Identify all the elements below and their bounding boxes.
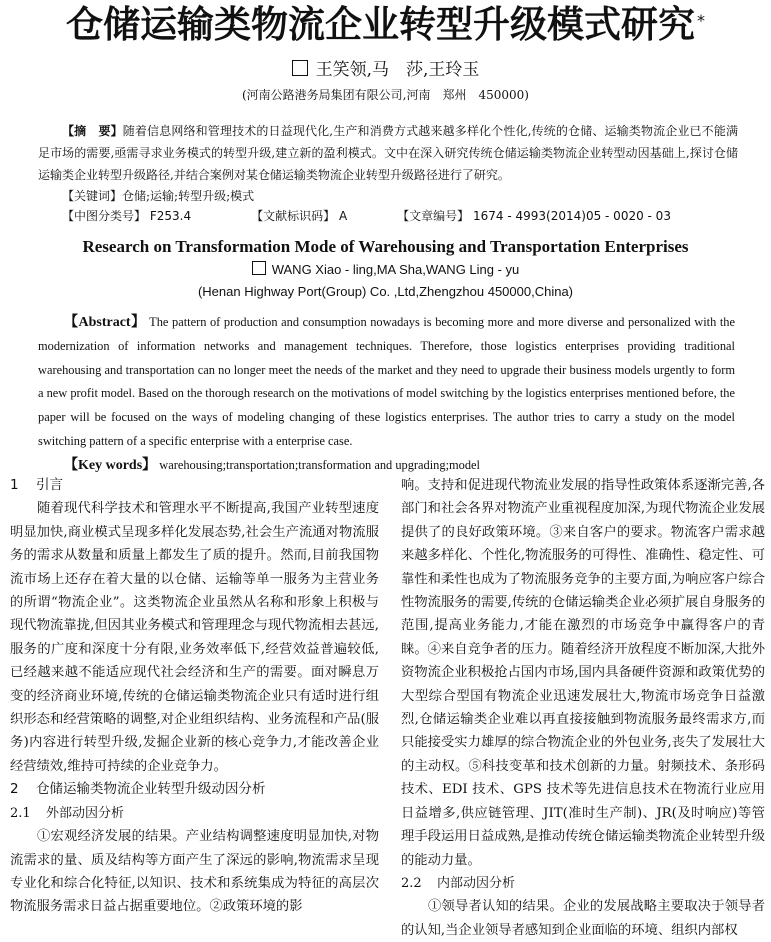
subsection-number: 2.1 bbox=[10, 805, 31, 821]
keywords-en-label: 【Key words】 bbox=[64, 458, 157, 473]
abstract-cn bbox=[38, 121, 738, 186]
authors-cn-text: 王笑领,马 莎,王玲玉 bbox=[315, 60, 480, 80]
clc-value: F253.4 bbox=[149, 209, 192, 223]
abstract-en-text: The pattern of production and consumption nowadays is becoming more and more diverse and personalized with the modernization of information networks and management techniques. Therefore, those logistics enterprises providing traditional warehousing and transportation can no longer meet the needs of the market and they need to upgrade their business models urgently to form a new profit model. Based on the thorough research on the motivations of model switching by the logistics enterprises mentioned before, the paper will be focused on the ways of modeling changing of these logistics enterprises. The author tries to carry a study on the model switching pattern of a specific enterprise with a enterprise case. bbox=[38, 315, 735, 448]
square-box-icon bbox=[292, 60, 308, 76]
paragraph-external-factors: ①宏观经济发展的结果。产业结构调整速度明显加快,对物流需求的量、质及结构等方面产生了深远的影响,物流需求呈现专业化和综合化特征,以知识、技术和系统集成为特征的高层次物流服务需求日益占据重要地位。②政策环境的影 bbox=[10, 829, 379, 915]
section-heading-2 bbox=[10, 778, 379, 801]
article-no-value: 1674 - 4993(2014)05 - 0020 - 03 bbox=[473, 209, 671, 223]
subsection-number: 2.2 bbox=[401, 875, 422, 891]
section-number: 1 bbox=[10, 477, 19, 493]
paragraph-external-factors-cont: 响。支持和促进现代物流业发展的指导性政策体系逐渐完善,各部门和社会各界对物流产业重视程度加深,为现代物流企业发展提供了的良好政策环境。③来自客户的要求。物流客户需求越来越多样化、个性化,物流服务的可得性、准确性、稳定性、可靠性和柔性也成为了物流服务竞争的主要方面,为响应客户综合性物流服务的需要,传统的仓储运输类企业必须扩展自身服务的范围,提高业务能力,才能在激烈的市场竞争中赢得客户的青睐。④来自竞争者的压力。随着经济开放程度不断加深,大批外资物流企业积极抢占国内市场,国内具备硬件资源和政策优势的大型综合型国有物流企业迅速发展壮大,物流市场竞争日益激烈,仓储运输类企业难以再直接接触到物流服务最终需求方,而只能接受实力雄厚的综合物流企业的外包业务,丧失了发展壮大的主动权。⑤科技变革和技术创新的力量。射频技术、条形码技术、EDI 技术、GPS 技术等先进信息技术在物流行业应用日益增多,供应链管理、JIT(准时生产制)、JR(及时响应)等管理手段运用日益成熟,是推动传统仓储运输类物流企业转型升级的能动力量。 bbox=[401, 478, 765, 868]
affiliation-en: (Henan Highway Port(Group) Co. ,Ltd,Zhengzhou 450000,China) bbox=[197, 284, 574, 299]
clc-label: 【中图分类号】 bbox=[62, 209, 147, 223]
subsection-heading-2-1 bbox=[10, 802, 379, 825]
paragraph-intro: 随着现代科学技术和管理水平不断提高,我国产业转型速度明显加快,商业模式呈现多样化发展态势,社会生产流通对物流服务的需求从数量和质量上都发生了质的提升。然而,目前我国物流市场上还存在着大量的以仓储、运输等单一服务为主营业务的所谓“物流企业”。这类物流企业虽然从名称和形象上积极与现代物流靠拢,但因其业务模式和管理理念与现代物流相去甚远,服务的广度和深度十分有限,业务效率低下,经营效益普遍较低,已经越来越不能适应现代社会经济和生产的需要。面对瞬息万变的经济商业环境,传统的仓储运输类物流企业只有适时进行组织形态和经营策略的调整,对企业组织结构、业务流程和产品(服务)内容进行转型升级,发掘企业新的核心竞争力,才能改善企业经营绩效,维持可持续的企业竞争力。 bbox=[10, 501, 379, 774]
title-text: 仓储运输类物流企业转型升级模式研究 bbox=[66, 3, 695, 46]
section-heading-1 bbox=[10, 474, 379, 497]
affiliation-cn: (河南公路港务局集团有限公司,河南 郑州 450000) bbox=[242, 88, 529, 102]
subsection-title: 外部动因分析 bbox=[46, 805, 125, 821]
classification-row bbox=[62, 206, 671, 226]
authors-cn bbox=[0, 58, 771, 82]
keywords-cn-label: 【关键词】 bbox=[62, 189, 123, 203]
authors-en-text: WANG Xiao - ling,MA Sha,WANG Ling - yu bbox=[271, 262, 520, 277]
abstract-cn-label: 【摘 要】 bbox=[62, 124, 123, 138]
subsection-heading-2-2 bbox=[401, 872, 765, 895]
paper-title-en: Research on Transformation Mode of Warehousing and Transportation Enterprises bbox=[82, 237, 689, 256]
abstract-en bbox=[38, 311, 735, 454]
keywords-cn bbox=[62, 186, 254, 206]
abstract-en-label: 【Abstract】 bbox=[64, 315, 146, 330]
keywords-cn-text: 仓储;运输;转型升级;模式 bbox=[122, 189, 255, 203]
doc-code-value: A bbox=[338, 209, 348, 223]
section-title: 仓储运输类物流企业转型升级动因分析 bbox=[36, 781, 266, 798]
abstract-cn-text: 随着信息网络和管理技术的日益现代化,生产和消费方式越来越多样化个性化,传统的仓储、运输类物流企业已不能满足市场的需要,亟需寻求业务模式的转型升级,建立新的盈利模式。文中在深入研究传统仓储运输类物流企业转型动因基础上,探讨仓储运输类企业转型升级路径,并结合案例对某仓储运输类物流企业转型升级路径进行了研究。 bbox=[38, 124, 738, 182]
subsection-title: 内部动因分析 bbox=[437, 875, 516, 891]
title-footnote-mark: * bbox=[697, 11, 705, 30]
doc-code-label: 【文献标识码】 bbox=[251, 209, 336, 223]
keywords-en-text: warehousing;transportation;transformation and upgrading;model bbox=[159, 458, 480, 472]
paragraph-internal-factors: ①领导者认知的结果。企业的发展战略主要取决于领导者的认知,当企业领导者感知到企业面临的环境、组织内部权 bbox=[401, 899, 765, 938]
square-box-icon bbox=[252, 261, 266, 275]
body-column-right bbox=[401, 474, 765, 942]
article-no-label: 【文章编号】 bbox=[397, 209, 470, 223]
section-title: 引言 bbox=[36, 477, 63, 493]
paper-title-cn bbox=[0, 2, 771, 48]
section-number: 2 bbox=[10, 781, 19, 798]
body-column-left bbox=[10, 474, 379, 919]
authors-en bbox=[0, 260, 771, 280]
